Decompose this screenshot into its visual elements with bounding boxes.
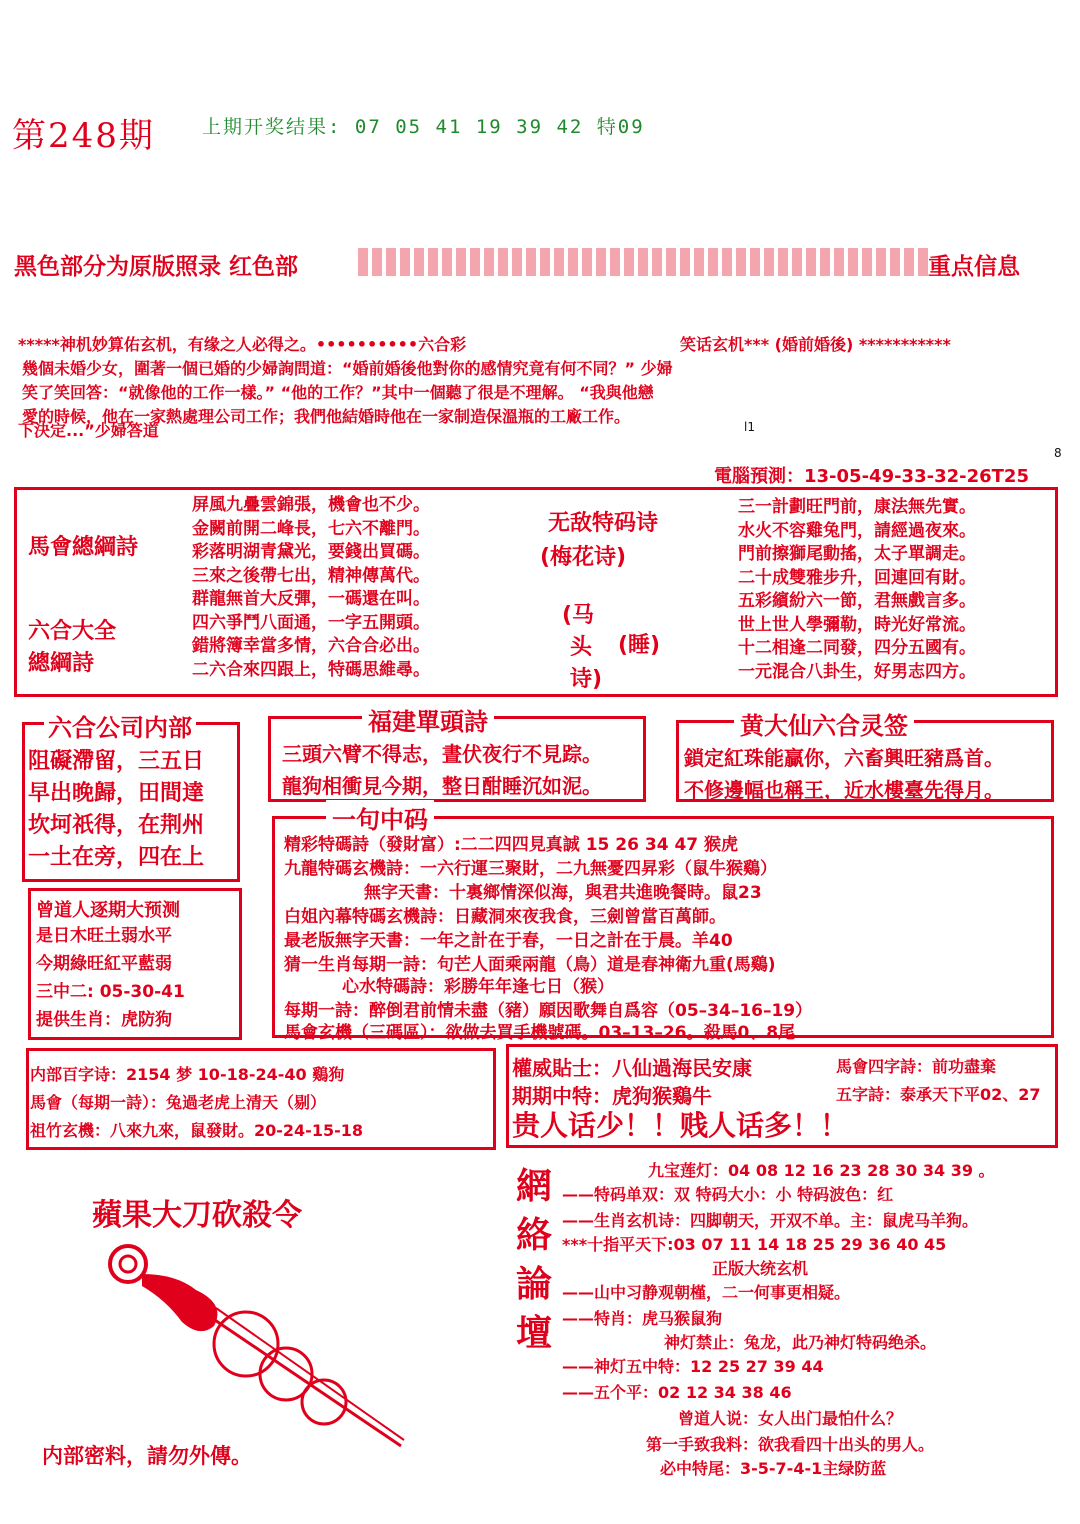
yiju-line: 猜一生肖每期一詩：句芒人面乘兩龍（鳥）道是春神衛九重(馬鷄): [284, 955, 776, 975]
poem-mid-v4: (睡): [618, 633, 661, 658]
forum-line: 九宝莲灯：04 08 12 16 23 28 30 34 39 。: [648, 1161, 995, 1180]
forum-line: 必中特尾：3-5-7-4-1主绿防蓝: [660, 1459, 887, 1478]
fujian-line-2: 龍狗相衝見今期，整日酣睡沉如泥。: [282, 774, 602, 798]
inner-lines: [28, 746, 204, 874]
wong-title: 黄大仙六合灵签: [734, 706, 914, 741]
forum-vertical-char: 絡: [515, 1215, 552, 1256]
last-result: 上期开奖结果: 07 05 41 19 39 42 特09: [202, 116, 645, 138]
poem-left-line: 錯將簿幸當多情，六合合必出。: [192, 636, 430, 656]
poem-left-title-1: 馬會總綱詩: [28, 535, 139, 560]
quanwei-slogan: 贵人话少！！贱人话多！！: [512, 1109, 849, 1142]
yiju-line: 無字天書：十裏鄉情深似海，與君共進晚餐時。鼠23: [364, 883, 762, 903]
fujian-title: 福建單頭詩: [362, 702, 494, 737]
zeng-lines: [36, 922, 185, 1034]
poem-right-line: 二十成雙雅步升，回連回有財。: [738, 567, 976, 588]
zeng-line: 今期綠旺紅平藍弱: [36, 954, 172, 974]
poem-right-line: 門前擦獅尾動搖，太子單調走。: [738, 544, 976, 564]
zeng-title: 曾道人逐期大预测: [36, 900, 180, 921]
zeng-line: 三中二: 05-30-41: [36, 982, 185, 1002]
poem-left-line: 二六合來四跟上，特碼思維尋。: [192, 659, 430, 680]
quanwei-line-1b: 馬會四字詩：前功盡棄: [836, 1057, 997, 1076]
forum-line: ——神灯五中特：12 25 27 39 44: [562, 1357, 824, 1376]
forum-line: 第一手致我料：欲我看四十出头的男人。: [646, 1435, 935, 1454]
quanwei-line-2a: 期期中特：虎狗猴鷄牛: [512, 1084, 712, 1108]
yiju-line: 精彩特碼詩（發財富）:二二四四見真誠 15 26 34 47 猴虎: [284, 835, 739, 855]
poem-mid-title-2: (梅花诗): [540, 545, 627, 570]
inner-title: 六合公司内部: [44, 708, 196, 743]
neibu-line-3: 祖竹玄機：八來九來，鼠發財。20-24-15-18: [30, 1121, 363, 1140]
yiju-line: 最老版無字天書：一年之計在于春，一日之計在于晨。羊40: [284, 931, 733, 951]
joke-line-2: 笑了笑回答：“就像他的工作一樣。” “他的工作？”其中一個聽了很是不理解。 “我與他戀: [22, 383, 654, 402]
poem-left-line: 金闕前開二峰長，七六不離門。: [192, 518, 430, 539]
wong-line-1: 鎖定紅珠能贏你，六畜興旺豬爲首。: [684, 746, 1004, 770]
forum-line: ——山中习静观朝槿，二一何事更相疑。: [562, 1283, 851, 1302]
inner-line: 坎坷祇得，在荆州: [28, 813, 205, 838]
inner-line: 一土在旁，四在上: [28, 845, 205, 870]
poem-mid-v1: (马: [562, 603, 595, 628]
joke-line-3: 愛的時候，他在一家熱處理公司工作；我們他結婚時他在一家制造保溫瓶的工廠工作。: [22, 407, 631, 426]
forum-vertical-char: 網: [515, 1166, 552, 1207]
issue-number: 第248期: [12, 116, 155, 156]
banner-left: 黑色部分为原版照录 红色部: [14, 254, 299, 280]
poem-left-title-2b: 總綱詩: [28, 651, 95, 676]
zeng-line: 是日木旺土弱水平: [36, 926, 172, 946]
poem-right-line: 水火不容雞兔門，請經過夜來。: [738, 520, 976, 541]
poem-right-line: 十二相逢二同發，四分五國有。: [738, 638, 976, 658]
quanwei-line-1a: 權威貼士：八仙過海民安康: [512, 1056, 752, 1080]
yiju-line: 馬會玄機（三碼區）：欲做去買手機號碼。03–13–26。殺馬0、8尾: [284, 1023, 796, 1043]
sword-illustration: [96, 1234, 416, 1454]
yiju-title: 一句中码: [326, 800, 434, 835]
poem-left-title-2a: 六合大全: [28, 619, 117, 644]
wong-line-2: 不修邊幅也稱王，近水樓臺先得月。: [684, 778, 1004, 802]
poem-mid-v3: 诗): [570, 667, 603, 692]
poem-left-lines: [192, 494, 430, 682]
apple-footer: 内部密料，請勿外傳。: [42, 1444, 252, 1468]
forum-line: 曾道人说：女人出门最怕什么？: [678, 1409, 903, 1428]
neibu-line-1: 内部百字诗：2154 梦 10-18-24-40 鷄狗: [30, 1065, 345, 1084]
forum-line: ——生肖玄机诗：四脚朝天，开双不单。主：鼠虎马羊狗。: [562, 1211, 979, 1230]
forum-vertical-title: [514, 1162, 554, 1358]
poem-left-line: 屏風九疊雲錦張，機會也不少。: [192, 495, 430, 515]
inner-line: 阻礙滯留，三五日: [28, 749, 205, 774]
poem-mid-title-1: 无敌特码诗: [548, 511, 659, 536]
joke-cut-line: [18, 421, 658, 440]
yiju-line: 心水特碼詩：彩勝年年逢七日（猴）: [342, 977, 614, 997]
fujian-line-1: 三頭六臂不得志，晝伏夜行不見踪。: [282, 742, 602, 766]
banner-right: 重点信息: [928, 254, 1020, 280]
forum-line: ***十指平天下:03 07 11 14 18 25 29 36 40 45: [562, 1235, 947, 1254]
forum-line: ——五个平：02 12 34 38 46: [562, 1383, 792, 1402]
forum-vertical-char: 論: [515, 1264, 552, 1305]
joke-fragment: 下決定...”少婦答道: [18, 421, 159, 440]
poem-left-line: 四六爭鬥八面通，一字五開頭。: [192, 612, 430, 633]
corner-mark: 8: [1054, 446, 1062, 460]
poem-right-lines: [738, 496, 976, 684]
inner-line: 早出晚歸，田間達: [28, 781, 205, 806]
yiju-line: 每期一詩：醉倒君前情未盡（豬）願因歌舞自爲容（05–34–16–19）: [284, 1001, 813, 1021]
poem-right-line: 一元混合八卦生，好男志四方。: [738, 661, 976, 682]
neibu-line-2: 馬會（每期一詩）：兔過老虎上清天（剔）: [30, 1093, 327, 1112]
poem-left-line: 彩落明湖青黛光，要錢出買碼。: [192, 542, 430, 562]
apple-title: 蘋果大刀砍殺令: [92, 1198, 302, 1233]
poem-right-line: 三一計劃旺門前，康法無先實。: [738, 497, 976, 517]
quanwei-line-2b: 五字詩：泰承天下平02、27: [836, 1085, 1041, 1104]
poem-right-line: 五彩繽紛六一節，君無戲言多。: [738, 591, 976, 611]
poem-left-line: 三來之後帶七出，精神傳萬代。: [192, 565, 430, 586]
forum-line: 正版大统玄机: [712, 1259, 809, 1278]
poem-mid-v2: 头: [570, 635, 593, 660]
poem-right-line: 世上世人學彌勒，時光好常流。: [738, 614, 976, 635]
poem-left-line: 群龍無首大反彈，一碼還在叫。: [192, 589, 430, 609]
yiju-line: 九龍特碼玄機詩：一六行運三聚財，二九無憂四昇彩（鼠牛猴鷄）: [284, 859, 777, 879]
zeng-line: 提供生肖：虎防狗: [36, 1010, 172, 1030]
joke-title: *****神机妙算佑玄机，有缘之人必得之。••••••••••六合彩: [18, 335, 467, 354]
yiju-line: 白姐內幕特碼玄機詩：日藏洞來夜我食，三劍曾當百萬師。: [284, 907, 726, 927]
joke-line-1: 幾個未婚少女，圍著一個已婚的少婦詢問道：“婚前婚後他對你的感情究竟有何不同？” 少婦: [22, 359, 673, 378]
banner-obscured: [358, 248, 928, 276]
forum-line: ——特码单双：双 特码大小：小 特码波色：红: [562, 1185, 894, 1204]
joke-mark: l1: [744, 420, 755, 434]
forum-vertical-char: 壇: [515, 1313, 552, 1354]
forum-line: 神灯禁止：兔龙，此乃神灯特码绝杀。: [664, 1333, 937, 1352]
computer-prediction: 電腦預測：13-05-49-33-32-26T25: [714, 466, 1029, 487]
joke-title-right: 笑话玄机*** (婚前婚後) ***********: [680, 335, 951, 354]
forum-line: ——特肖：虎马猴鼠狗: [562, 1309, 723, 1328]
